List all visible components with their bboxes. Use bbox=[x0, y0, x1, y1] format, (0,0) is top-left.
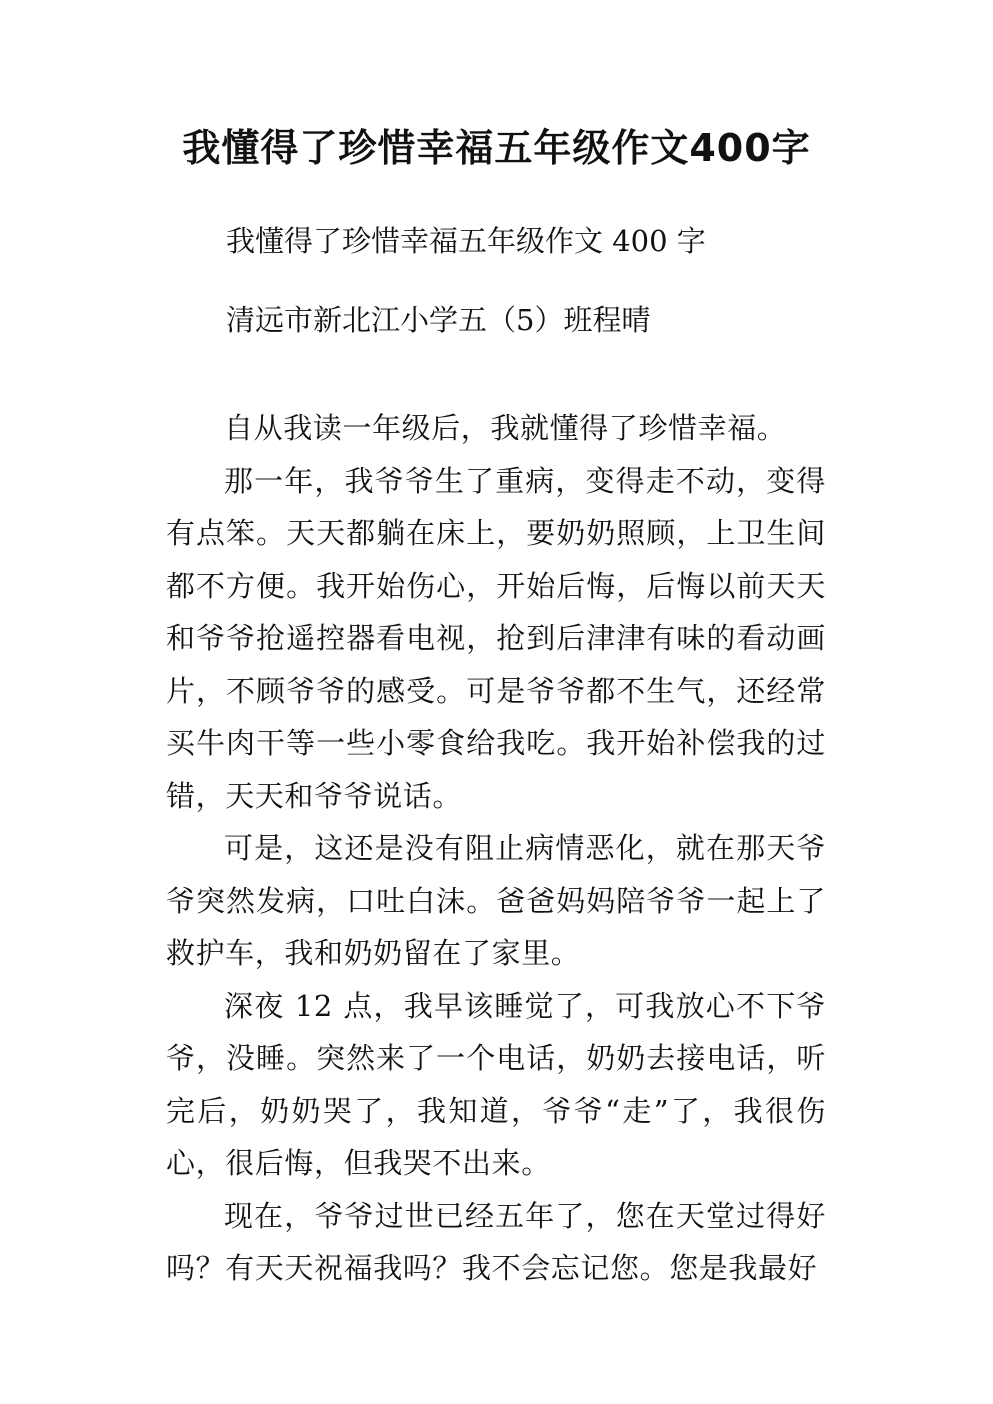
paragraph-3: 可是，这还是没有阻止病情恶化，就在那天爷爷突然发病，口吐白沫。爸爸妈妈陪爷爷一起上了救护车，我和奶奶留在了家里。 bbox=[166, 831, 826, 970]
paragraph-4: 深夜 12 点，我早该睡觉了，可我放心不下爷爷，没睡。突然来了一个电话，奶奶去接电话，听完后，奶奶哭了，我知道，爷爷“走”了，我很伤心，很后悔，但我哭不出来。 bbox=[166, 988, 826, 1180]
document-subtitle: 我懂得了珍惜幸福五年级作文 400 字 bbox=[226, 224, 706, 258]
paragraph-1: 自从我读一年级后，我就懂得了珍惜幸福。 bbox=[224, 411, 787, 445]
paragraph-2: 那一年，我爷爷生了重病，变得走不动，变得有点笨。天天都躺在床上，要奶奶照顾，上卫生间都不方便。我开始伤心，开始后悔，后悔以前天天和爷爷抢遥控器看电视，抢到后津津有味的看动画片，不顾爷爷的感受。可是爷爷都不生气，还经常买牛肉干等一些小零食给我吃。我开始补偿我的过错，天天和爷爷说话。 bbox=[166, 463, 826, 813]
author-line: 清远市新北江小学五（5）班程晴 bbox=[226, 303, 651, 337]
essay-body bbox=[166, 402, 826, 1295]
paragraph-5: 现在，爷爷过世已经五年了，您在天堂过得好吗？有天天祝福我吗？我不会忘记您。您是我最好 bbox=[166, 1198, 826, 1285]
document-title: 我懂得了珍惜幸福五年级作文400字 bbox=[182, 126, 811, 170]
